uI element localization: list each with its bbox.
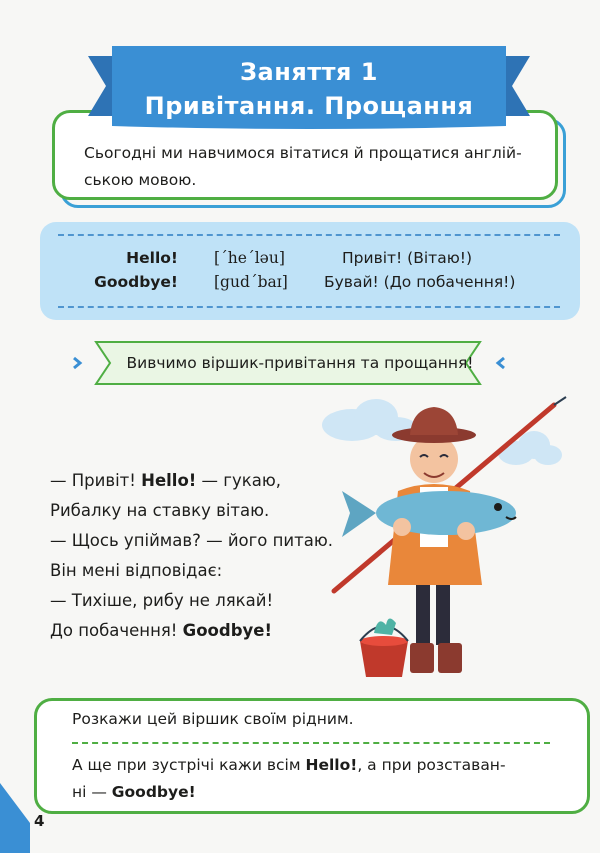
page-number: 4 xyxy=(34,812,45,830)
intro-line: ською мовою. xyxy=(84,171,197,189)
poem-line: Він мені відповідає: xyxy=(50,561,223,580)
poem-line: Рибалку на ставку вітаю. xyxy=(50,501,270,520)
vocabulary-transcription: [ˊheˊləu] xyxy=(214,249,285,267)
cloud-icon xyxy=(498,431,562,465)
vocabulary-word: Hello! xyxy=(126,249,178,267)
lesson-number: Заняття 1 xyxy=(239,58,379,86)
poem-line xyxy=(50,466,333,496)
vocabulary-word: Goodbye! xyxy=(94,273,178,291)
poem-keyword: Goodbye! xyxy=(182,621,272,640)
poem-text: — Привіт! xyxy=(50,471,142,490)
poem-instruction: Вивчимо віршик-привітання та прощання! xyxy=(126,354,474,372)
poem-keyword: Hello! xyxy=(141,471,197,490)
intro-text xyxy=(84,140,544,194)
poem-line: — Тихіше, рибу не лякай! xyxy=(50,591,274,610)
poem-text: До побачення! xyxy=(50,621,183,640)
fish-icon xyxy=(342,491,516,537)
vocabulary-divider-top xyxy=(58,234,560,236)
lesson-title: Привітання. Прощання xyxy=(144,92,474,120)
page-corner-decoration xyxy=(0,783,30,853)
vocabulary-translation: Привіт! (Вітаю!) xyxy=(342,249,473,267)
chevron-right-icon xyxy=(74,358,80,368)
poem-text: — гукаю, xyxy=(196,471,281,490)
poem-line: — Щось упіймав? — його питаю. xyxy=(50,531,334,550)
tip-text-part: ні — xyxy=(72,783,112,801)
tip-text-part: А ще при зустрічі кажи всім xyxy=(72,756,306,774)
tip-text xyxy=(72,752,542,806)
tip-keyword: Goodbye! xyxy=(111,783,196,801)
fisherman-illustration xyxy=(316,395,570,685)
intro-line: Сьогодні ми навчимося вітатися й прощатися англій- xyxy=(84,144,522,162)
tip-text: Розкажи цей віршик своїм рідним. xyxy=(72,710,354,728)
tip-divider xyxy=(72,742,550,744)
poem-line xyxy=(50,616,333,646)
tip-text-part: , а при розставан- xyxy=(357,756,506,774)
chevron-left-icon xyxy=(498,358,504,368)
poem xyxy=(50,466,333,646)
vocabulary-divider-bottom xyxy=(58,306,560,308)
vocabulary-translation: Бувай! (До побачення!) xyxy=(324,273,516,291)
vocabulary-transcription: [gudˊbaɪ] xyxy=(214,273,288,291)
tip-keyword: Hello! xyxy=(305,756,358,774)
